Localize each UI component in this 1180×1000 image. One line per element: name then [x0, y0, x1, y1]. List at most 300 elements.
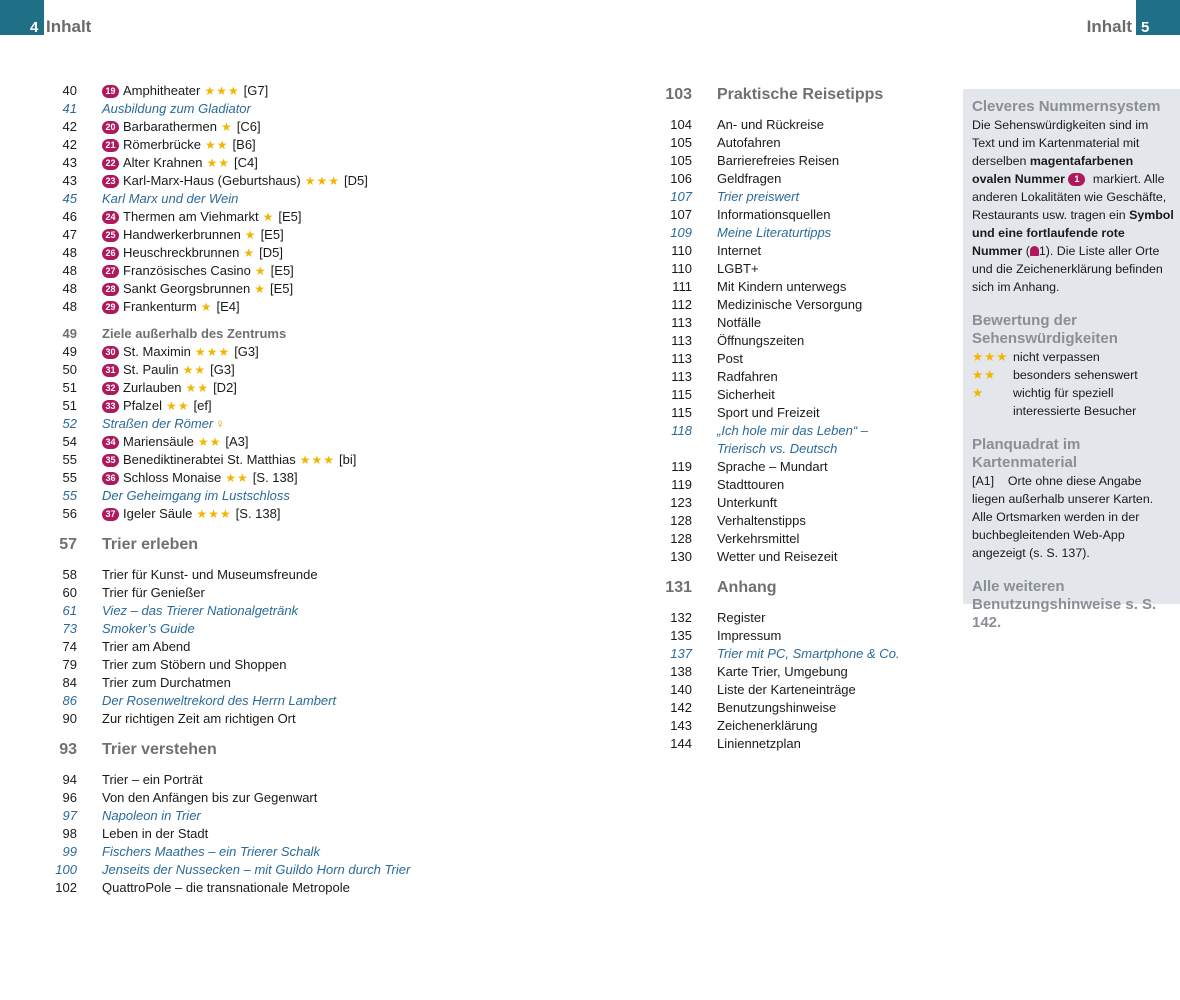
toc-title: Der Geheimgang im Lustschloss	[102, 488, 290, 503]
toc-page-number: 123	[670, 495, 692, 510]
rating-stars: ★★	[182, 363, 207, 377]
toc-page-number: 130	[670, 549, 692, 564]
toc-page-number: 115	[671, 405, 692, 420]
toc-title: Igeler Säule	[123, 506, 193, 521]
running-head: Inhalt	[1086, 17, 1132, 36]
toc-page-number: 90	[62, 711, 77, 726]
toc-page-number: 60	[62, 585, 77, 600]
toc-title: Register	[717, 610, 766, 625]
toc-entry	[655, 609, 955, 627]
toc-title: Mariensäule	[123, 434, 194, 449]
toc-entry	[655, 735, 955, 753]
toc-page-number: 48	[62, 299, 77, 314]
toc-entry-text	[717, 152, 839, 170]
toc-entry	[655, 242, 955, 260]
toc-page-number: 128	[670, 513, 692, 528]
toc-title: Öffnungszeiten	[717, 333, 805, 348]
toc-title: Benediktinerabtei St. Matthias	[123, 452, 296, 467]
rating-label: nicht verpassen	[1013, 350, 1100, 364]
grid-code: [A1]	[972, 474, 995, 488]
toc-page-number: 45	[62, 191, 77, 206]
rating-stars: ★★★	[204, 84, 240, 98]
sight-number-badge: 1	[1068, 173, 1085, 186]
toc-page-number: 118	[671, 423, 692, 438]
toc-title: Liste der Karteneinträge	[717, 682, 856, 697]
toc-entry-text	[102, 397, 212, 415]
toc-page-number: 107	[670, 207, 692, 222]
toc-entry	[40, 433, 580, 451]
toc-title: Sankt Georgsbrunnen	[123, 281, 251, 296]
toc-entry	[655, 494, 955, 512]
toc-entry-text	[102, 602, 298, 620]
toc-page-number: 113	[671, 333, 692, 348]
toc-title: LGBT+	[717, 261, 759, 276]
toc-entry-text	[102, 825, 208, 843]
toc-page-number: 93	[59, 741, 77, 758]
rating-stars: ★	[200, 300, 213, 314]
toc-entry	[655, 645, 955, 663]
toc-title: Trier zum Stöbern und Shoppen	[102, 657, 287, 672]
rating-stars: ★★	[197, 435, 222, 449]
toc-entry-text	[102, 620, 195, 638]
toc-entry-text	[717, 278, 846, 296]
toc-page-number: 100	[55, 862, 77, 877]
map-grid-ref: [B6]	[232, 137, 256, 152]
toc-entry	[40, 298, 580, 316]
rating-label: interessierte Besucher	[1013, 404, 1137, 418]
toc-entry-text	[102, 505, 280, 523]
toc-entry-text	[102, 343, 259, 361]
toc-entry	[40, 825, 580, 843]
sight-number-badge: 26	[102, 247, 119, 260]
rating-stars: ★★	[972, 368, 997, 382]
toc-title: Benutzungshinweise	[717, 700, 837, 715]
toc-entry	[40, 584, 580, 602]
toc-entry	[40, 638, 580, 656]
toc-page-number: 47	[62, 227, 77, 242]
rating-label: besonders sehenswert	[1013, 368, 1138, 382]
toc-entry-text	[717, 494, 777, 512]
toc-page-number: 110	[671, 243, 692, 258]
toc-page-number: 105	[670, 153, 692, 168]
rating-stars: ★★★	[299, 453, 335, 467]
toc-title: Von den Anfängen bis zur Gegenwart	[102, 790, 318, 805]
page-number: 5	[1141, 19, 1150, 36]
toc-entry	[40, 208, 580, 226]
toc-page-number: 111	[672, 279, 692, 294]
grid-description: Orte ohne diese Angabe liegen außerhalb unserer Karten. Alle Ortsmarken werden in der buchbegleitenden Web-App angezeigt (s. S. 137).	[972, 474, 1154, 560]
toc-page-number: 103	[665, 86, 692, 103]
toc-entry-text	[717, 512, 806, 530]
spacer	[40, 763, 580, 771]
numbering-text-2: markiert. Alle anderen Lokalitäten wie Geschäfte, Restaurants usw. tragen ein	[972, 172, 1167, 222]
toc-entry-text	[102, 674, 231, 692]
toc-entry-text	[717, 170, 781, 188]
toc-entry	[655, 296, 955, 314]
toc-page-number: 42	[62, 119, 77, 134]
toc-entry-text	[102, 379, 237, 397]
toc-page-number: 46	[62, 209, 77, 224]
map-grid-ref: [A3]	[225, 434, 249, 449]
rating-stars: ★★★	[194, 345, 231, 359]
toc-entry-text	[717, 422, 868, 440]
toc-title: Sicherheit	[717, 387, 775, 402]
toc-title: Trier zum Durchatmen	[102, 675, 231, 690]
toc-entry-text	[102, 118, 261, 136]
map-grid-ref: [G3]	[210, 362, 235, 377]
toc-title: Trier preiswert	[717, 189, 800, 204]
toc-title: Schloss Monaise	[123, 470, 222, 485]
toc-entry-text	[717, 206, 830, 224]
toc-title: An- und Rückreise	[717, 117, 824, 132]
sight-number-badge: 29	[102, 301, 119, 314]
toc-entry-text	[102, 244, 283, 262]
toc-entry	[40, 861, 580, 879]
toc-entry-text	[102, 737, 217, 763]
map-grid-ref: [S. 138]	[235, 506, 281, 521]
map-grid-ref: [bi]	[339, 452, 357, 467]
toc-entry	[40, 154, 580, 172]
rating-legend	[972, 348, 1174, 420]
toc-entry-text	[717, 332, 804, 350]
toc-page-number: 102	[55, 880, 77, 895]
toc-entry	[655, 278, 955, 296]
toc-entry	[655, 512, 955, 530]
rating-stars: ★	[262, 210, 275, 224]
toc-entry	[655, 206, 955, 224]
toc-entry	[655, 134, 955, 152]
map-grid-ref: [G3]	[234, 344, 259, 359]
toc-entry-text	[717, 735, 801, 753]
toc-title: Ziele außerhalb des Zentrums	[102, 326, 287, 341]
toc-title: Karte Trier, Umgebung	[717, 664, 848, 679]
toc-entry-text	[102, 789, 317, 807]
sight-number-badge: 27	[102, 265, 119, 278]
toc-entry	[40, 262, 580, 280]
rating-stars: ★★	[185, 381, 210, 395]
sight-number-badge: 23	[102, 175, 119, 188]
toc-entry-text	[102, 154, 258, 172]
toc-entry-text	[717, 386, 775, 404]
toc-title: Trier verstehen	[102, 741, 217, 758]
toc-entry	[40, 361, 580, 379]
numbering-text	[972, 116, 1174, 296]
rating-legend-row	[972, 384, 1174, 402]
toc-entry-text	[717, 134, 781, 152]
toc-title: Leben in der Stadt	[102, 826, 209, 841]
toc-page-number: 143	[670, 718, 692, 733]
toc-title: QuattroPole – die transnationale Metropole	[102, 880, 350, 895]
toc-entry-text	[102, 433, 248, 451]
toc-entry-text	[717, 476, 784, 494]
spacer	[655, 108, 955, 116]
toc-title: Radfahren	[717, 369, 778, 384]
toc-entry	[655, 170, 955, 188]
toc-title: Trier am Abend	[102, 639, 191, 654]
toc-page-number: 55	[62, 470, 77, 485]
toc-title: Zurlauben	[123, 380, 182, 395]
rating-stars: ★★	[206, 156, 231, 170]
toc-page-number: 110	[671, 261, 692, 276]
toc-title: Sprache – Mundart	[717, 459, 828, 474]
toc-page-number: 48	[62, 263, 77, 278]
toc-entry-text	[102, 879, 350, 897]
rating-stars: ★	[220, 120, 233, 134]
toc-page-number: 140	[670, 682, 692, 697]
toc-entry	[655, 224, 955, 242]
rating-legend-row	[972, 348, 1174, 366]
toc-page-number: 54	[62, 434, 77, 449]
toc-entry-text	[102, 136, 256, 154]
toc-page-number: 52	[62, 416, 77, 431]
toc-title: Ausbildung zum Gladiator	[102, 101, 251, 116]
toc-entry	[40, 487, 580, 505]
toc-page-number: 98	[62, 826, 77, 841]
toc-entry-text	[102, 451, 356, 469]
toc-entry-text	[717, 681, 856, 699]
toc-title: Impressum	[717, 628, 782, 643]
rating-legend-row	[972, 366, 1174, 384]
numbering-heading: Cleveres Nummernsystem	[972, 98, 1161, 115]
toc-title: Liniennetzplan	[717, 736, 801, 751]
toc-title: St. Maximin	[123, 344, 191, 359]
toc-entry-text	[102, 325, 286, 343]
toc-title: Verhaltenstipps	[717, 513, 806, 528]
toc-page-number: 40	[62, 83, 77, 98]
toc-entry	[40, 190, 580, 208]
toc-title: Alter Krahnen	[123, 155, 203, 170]
toc-entry-text	[102, 807, 201, 825]
toc-entry	[40, 620, 580, 638]
toc-entry-text	[102, 190, 238, 208]
toc-entry	[40, 280, 580, 298]
page-number-right	[1086, 0, 1180, 36]
toc-entry-text	[102, 843, 320, 861]
toc-entry-text	[102, 584, 205, 602]
toc-page-number: 50	[62, 362, 77, 377]
toc-page-number: 55	[62, 452, 77, 467]
map-grid-ref: [E5]	[260, 227, 284, 242]
toc-page-number: 48	[62, 281, 77, 296]
toc-page-number: 96	[62, 790, 77, 805]
toc-entry	[655, 458, 955, 476]
toc-entry-text	[102, 532, 198, 558]
toc-title: Karl Marx und der Wein	[102, 191, 239, 206]
toc-title: Informationsquellen	[717, 207, 831, 222]
toc-title: Smoker’s Guide	[102, 621, 195, 636]
toc-page-number: 48	[62, 245, 77, 260]
toc-page-number: 137	[670, 646, 692, 661]
toc-page-number: 113	[671, 351, 692, 366]
toc-entry-text	[102, 415, 225, 433]
toc-entry	[40, 807, 580, 825]
toc-entry	[655, 404, 955, 422]
sight-number-badge: 31	[102, 364, 119, 377]
toc-entry	[40, 172, 580, 190]
toc-title: Verkehrsmittel	[717, 531, 800, 546]
toc-page-number: 57	[59, 536, 77, 553]
toc-column-middle	[655, 82, 955, 753]
toc-entry	[655, 717, 955, 735]
map-grid-ref: [D5]	[344, 173, 368, 188]
toc-entry-text	[102, 361, 235, 379]
toc-column-left	[40, 82, 580, 897]
sight-number-badge: 30	[102, 346, 119, 359]
spacer	[655, 566, 955, 575]
toc-title: Napoleon in Trier	[102, 808, 201, 823]
toc-page-number: 97	[62, 808, 77, 823]
sight-number-badge: 37	[102, 508, 119, 521]
toc-entry-text	[717, 224, 831, 242]
rating-stars: ★★★	[972, 350, 1009, 364]
toc-page-number: 106	[670, 171, 692, 186]
toc-page-number: 99	[62, 844, 77, 859]
toc-entry	[40, 843, 580, 861]
toc-page-number: 43	[62, 155, 77, 170]
sight-number-badge: 33	[102, 400, 119, 413]
toc-entry	[655, 663, 955, 681]
spacer	[655, 601, 955, 609]
toc-title: Trier erleben	[102, 536, 199, 553]
toc-page-number: 51	[62, 398, 77, 413]
toc-page-number: 119	[671, 477, 692, 492]
toc-entry-text	[717, 260, 759, 278]
rating-heading: Bewertung der Sehenswürdigkeiten	[972, 312, 1118, 347]
toc-page-number: 144	[670, 736, 692, 751]
toc-entry	[40, 469, 580, 487]
toc-entry	[40, 710, 580, 728]
toc-entry	[655, 422, 955, 440]
toc-title: Handwerkerbrunnen	[123, 227, 241, 242]
numbering-bold-2: Symbol und eine fortlaufende rote Nummer	[972, 208, 1174, 258]
toc-entry	[655, 260, 955, 278]
toc-title: St. Paulin	[123, 362, 179, 377]
toc-entry-text	[102, 656, 287, 674]
sight-number-badge: 20	[102, 121, 119, 134]
toc-page-number: 115	[671, 387, 692, 402]
rating-stars: ★★	[166, 399, 190, 413]
toc-entry	[40, 879, 580, 897]
toc-entry-text	[717, 296, 862, 314]
sight-number-badge: 19	[102, 85, 119, 98]
section-heading	[655, 575, 955, 601]
toc-entry	[40, 451, 580, 469]
toc-title: Französisches Casino	[123, 263, 251, 278]
toc-entry	[40, 656, 580, 674]
toc-entry-text	[717, 368, 778, 386]
toc-title: Geldfragen	[717, 171, 782, 186]
rating-stars: ★	[243, 246, 256, 260]
map-grid-ref: [D2]	[213, 380, 237, 395]
section-heading	[655, 82, 955, 108]
toc-entry	[40, 566, 580, 584]
toc-entry	[655, 476, 955, 494]
numbering-text-3: ). Die Liste aller Orte und die Zeichenerklärung befinden sich im Anhang.	[972, 244, 1163, 294]
numbering-paren: (	[1025, 244, 1030, 258]
toc-entry-text	[102, 82, 268, 100]
toc-entry-text	[717, 663, 848, 681]
rating-label: wichtig für speziell	[1013, 386, 1114, 400]
rating-stars: ★★★	[196, 507, 232, 521]
toc-entry-text	[717, 717, 817, 735]
toc-page-number: 113	[671, 369, 692, 384]
toc-title: Internet	[717, 243, 762, 258]
sight-number-badge: 22	[102, 157, 119, 170]
toc-title: Jenseits der Nussecken – mit Guildo Horn durch Trier	[102, 862, 411, 877]
toc-title: Post	[717, 351, 744, 366]
toc-page-number: 128	[670, 531, 692, 546]
subsection-heading	[40, 325, 580, 343]
toc-entry	[655, 368, 955, 386]
toc-entry-text	[717, 548, 837, 566]
toc-entry	[40, 397, 580, 415]
toc-page-number: 113	[671, 315, 692, 330]
numbering-icon-num: 1	[1038, 244, 1046, 258]
toc-page-number: 109	[670, 225, 692, 240]
rating-stars: ★	[254, 264, 267, 278]
toc-title: Barbarathermen	[123, 119, 217, 134]
toc-title: Trier für Kunst- und Museumsfreunde	[102, 567, 318, 582]
toc-entry	[40, 343, 580, 361]
sight-number-badge: 32	[102, 382, 119, 395]
toc-entry	[655, 350, 955, 368]
rating-stars: ★	[254, 282, 266, 296]
toc-entry-text	[717, 314, 761, 332]
toc-entry-text	[717, 699, 836, 717]
toc-title: Anhang	[717, 579, 777, 596]
toc-entry	[40, 674, 580, 692]
toc-page-number: 135	[670, 628, 692, 643]
toc-title: Notfälle	[717, 315, 762, 330]
toc-entry	[40, 505, 580, 523]
rating-stars: ★★★	[304, 174, 340, 188]
toc-title: Frankenturm	[123, 299, 197, 314]
toc-title: Trierisch vs. Deutsch	[717, 441, 838, 456]
toc-entry-text	[717, 404, 820, 422]
toc-entry-text	[717, 242, 761, 260]
spacer	[40, 523, 580, 532]
toc-entry-text	[717, 575, 777, 601]
toc-entry	[655, 386, 955, 404]
toc-page-number: 41	[62, 101, 77, 116]
toc-entry-text	[102, 208, 301, 226]
person-icon: ♀	[215, 416, 226, 431]
rating-stars: ★★	[225, 471, 249, 485]
page-number: 4	[30, 19, 39, 36]
toc-title: Zur richtigen Zeit am richtigen Ort	[102, 711, 296, 726]
toc-title: Pfalzel	[123, 398, 163, 413]
map-grid-ref: [C6]	[236, 119, 261, 134]
toc-entry-text	[102, 226, 284, 244]
toc-entry	[655, 530, 955, 548]
toc-entry	[655, 548, 955, 566]
map-grid-ref: [E4]	[216, 299, 240, 314]
toc-page-number: 79	[62, 657, 77, 672]
toc-entry	[40, 244, 580, 262]
toc-title: Meine Literaturtipps	[717, 225, 832, 240]
toc-entry-text	[102, 710, 296, 728]
spacer	[40, 558, 580, 566]
toc-entry	[40, 82, 580, 100]
toc-page-number: 58	[62, 567, 77, 582]
spacer	[40, 728, 580, 737]
toc-title: Unterkunft	[717, 495, 777, 510]
map-grid-ref: [E5]	[269, 281, 294, 296]
toc-entry	[40, 692, 580, 710]
toc-entry	[40, 789, 580, 807]
toc-title: Karl-Marx-Haus (Geburtshaus)	[123, 173, 301, 188]
toc-entry	[40, 226, 580, 244]
